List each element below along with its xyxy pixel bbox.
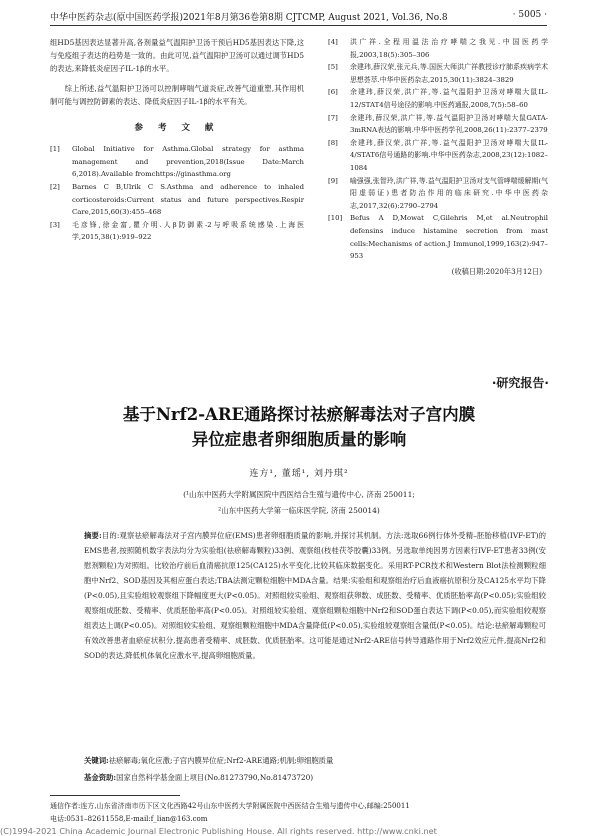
reference-item: [7] 余建玮,薛汉荣,洪广祥,等.益气温阳护卫汤对哮喘大鼠GATA-3mRNA表达的影响.中华中医药学刊,2008,26(11):2377–2379 (328, 113, 548, 135)
affiliation-1: (¹山东中医药大学附属医院中西医结合生殖与遗传中心, 济南 250011; (183, 490, 415, 499)
journal-header: 中华中医药杂志(原中国医药学报)2021年8月第36卷第8期 CJTCMP, August 2021, Vol.36, No.8 (50, 13, 448, 23)
reference-item: [3] 毛彦锋,徐金富,瞿介明.人β防御素-2与呼吸系统感染.上海医学,2015,38(1):919–922 (50, 220, 304, 242)
left-column (50, 36, 304, 244)
affiliation-2: ²山东中医药大学第一临床医学院, 济南 250014) (218, 506, 380, 515)
abstract (84, 528, 546, 663)
keywords-text: 祛瘀解毒;氧化应激;子宫内膜异位症;Nrf2-ARE通路;机制;卵细胞质量 (108, 756, 334, 765)
running-header (50, 9, 547, 26)
page-number: · 5005 · (512, 10, 547, 20)
funding (84, 773, 546, 783)
correspondence-line: 通信作者:连方,山东省济南市历下区文化西路42号山东中医药大学附属医院中西医结合生殖与遗传中心,邮编:250011 (50, 802, 410, 810)
reference-item: [10] Befus A D,Mowat C,Gilehris M,et al.Neutrophil defensins induce histamine secretion from mast cells:Mechanisms of action.J Immunol,1999,163(2):947–953 (328, 214, 548, 261)
funding-label: 基金资助: (84, 773, 117, 782)
correspondence-line: 电话:0531–82611558,E-mail:f_lian@163.com (50, 815, 208, 823)
abstract-text: 目的:观察祛瘀解毒法对子宫内膜异位症(EMS)患者卵细胞质量的影响,并探讨其机制。方法:选取66例行体外受精–胚胎移植(IVF-ET)的EMS患者,按照随机数字表法均分为实验组(祛瘀解毒颗粒)33例、观察组(枝桂茯苓胶囊)33例。另选取单纯因男方因素行IVF-ET患者33例(安慰剂颗粒)为对照组。比较治疗前后血清癌抗原125(CA125)水平变化,比较其临床数据变化。采用RT-PCR技术和Western Blot法检测颗粒细胞中Nrf2、SOD基因及其相应蛋白表达;TBA法测定颗粒细胞中MDA含量。结果:实验组和观察组治疗后血液癌抗原积分及CA125水平均下降(P<0.05),且实验组较观察组下降幅度更大(P<0.05)。对照组较实验组、观察组获卵数、成胚数、受精率、优质胚胎率高(P<0.05);实验组较观察组成胚数、受精率、优质胚胎率高(P<0.05)。对照组较实验组、观察组颗粒细胞中Nrf2和SOD蛋白表达下调(P<0.05),而实验组较观察组表达上调(P<0.05)。对照组较实验组、观察组颗粒细胞中MDA含量降低(P<0.05),实验组较观察组含量低(P<0.05)。结论:祛瘀解毒颗粒可有效改善患者血瘀症状积分,提高患者受精率、成胚数、优质胚胎率。这可能是通过Nrf2-ARE信号转导通路作用于Nrf2效应元件,提高Nrf2和SOD的表达,降低机体氧化应激水平,提高卵细胞质量。 (84, 531, 546, 660)
reference-item: [6] 余建玮,薛汉荣,洪广祥,等.益气温阳护卫汤对哮喘大鼠IL-12/STAT4信号途径的影响.中医药通报,2008,7(5):58–60 (328, 88, 548, 109)
reference-item: [1] Global Initiative for Asthma.Global strategy for asthma management and prevention,2018(Issue Date:March 6,2018).Available fromchttps://ginasthma.org (50, 145, 304, 179)
references-heading: 参 考 文 献 (134, 123, 220, 134)
article-title-line-2: 异位症患者卵细胞质量的影响 (191, 430, 407, 449)
right-column (328, 36, 548, 278)
received-date: (收稿日期:2020年3月12日) (451, 266, 542, 276)
authors: 连方¹, 董瑶¹, 刘丹琪² (249, 469, 349, 479)
reference-item: [5] 余建玮,薛汉荣,张元兵,等.国医大师洪广祥教授诊疗肺系疾病学术思想荟萃.中华中医药杂志,2015,30(11):3824–3829 (328, 63, 548, 84)
reference-item: [8] 余建玮,薛汉荣,洪广祥,等.益气温阳护卫汤对哮喘大鼠IL-4/STAT6信号通路的影响.中华中医药杂志,2008,23(12):1082–1084 (328, 138, 548, 172)
reference-item: [4] 洪广祥.全程用温法治疗哮喘之我见.中国医药学报,2003,18(5):305–306 (328, 38, 548, 59)
body-paragraph: 组HD5基因表达显著升高,各剂量益气温阳护卫汤干预后HD5基因表达下降,这与免疫组子表达的趋势是一致的。由此可见,益气温阳护卫汤可以通过调节HD5的表达,来降低炎症因子IL-1β的水平。 (50, 38, 304, 74)
section-tag: ·研究报告· (491, 376, 549, 390)
reference-item: [9] 喻强强,张智玲,洪广祥,等.益气温阳护卫汤对支气管哮喘缓解期(气阳虚弱证)患者防治作用的临床研究.中华中医药杂志,2017,32(6):2790–2794 (328, 176, 548, 210)
keywords-label: 关键词: (84, 756, 109, 765)
funding-text: 国家自然科学基金面上项目(No.81273790,No.81473720) (116, 773, 314, 782)
abstract-label: 摘要: (84, 531, 102, 540)
body-paragraph: 综上所述,益气温阳护卫汤可以控制哮喘气道炎症,改善气道重塑,其作用机制可能与调控防御素的表达、降低炎症因子IL-1β的水平有关。 (50, 83, 304, 106)
correspondence (50, 800, 550, 826)
article-title-line-1: 基于Nrf2-ARE通路探讨祛瘀解毒法对子宫内膜 (122, 405, 476, 424)
keywords (84, 756, 546, 766)
copyright-footer: (C)1994-2021 China Academic Journal Electronic Publishing House. All rights reserved. http://www.cnki.net (0, 826, 437, 836)
reference-item: [2] Barnes C B,Ulrik C S.Asthma and adherence to inhaled corticosteroids:Current status and future perspectives.Respir Care,2015,60(3):455–468 (50, 183, 304, 217)
footnote-divider (50, 795, 180, 796)
